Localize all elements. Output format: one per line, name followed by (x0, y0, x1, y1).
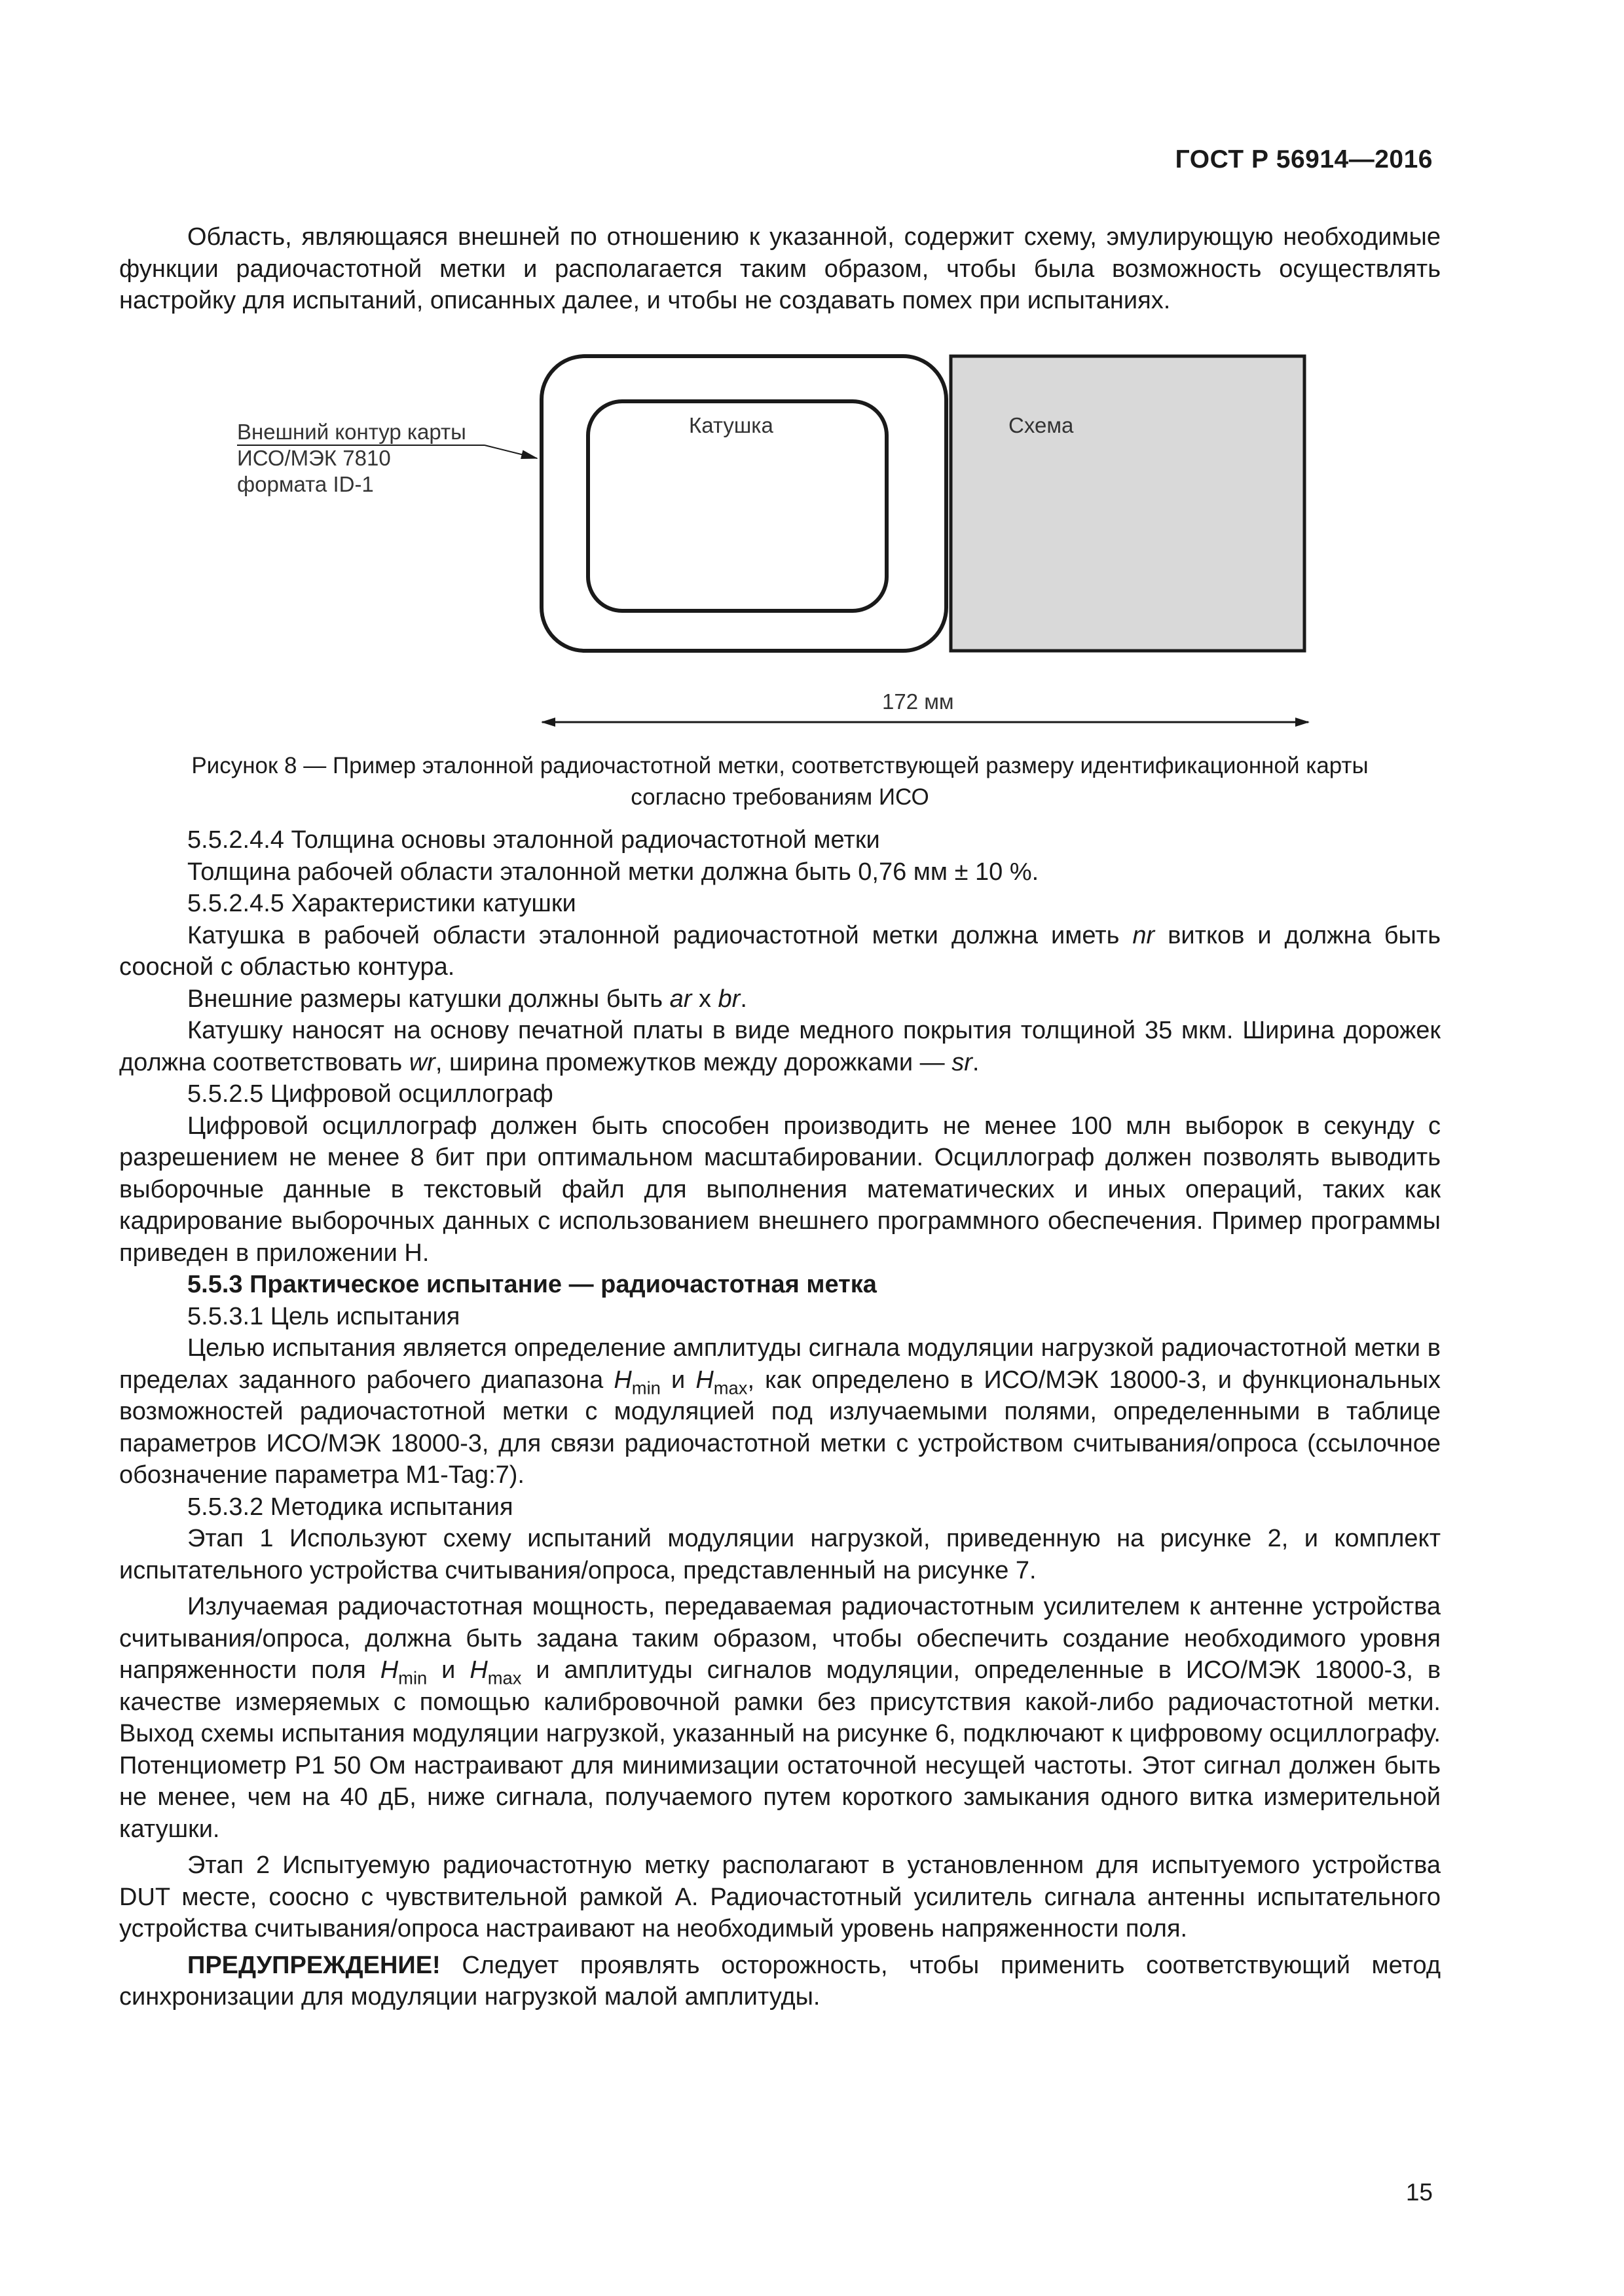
paragraph-coil-size: Внешние размеры катушки должны быть ar x br. (187, 985, 747, 1013)
paragraph-oscilloscope: Цифровой осциллограф должен быть способен производить не менее 100 млн выборок в секунду с разрешением не менее 8 бит при оптимальном масштабировании. Осциллограф должен позволять выводить выборочные данные в текстовый файл для выполнения математических и иных операций, таких как кадрирование выборочных данных с использованием внешнего программного обеспечения. Пример программы приведен в приложении Н. (119, 1112, 1441, 1267)
standard-header: ГОСТ Р 56914—2016 (1175, 145, 1433, 173)
coil-label: Катушка (689, 413, 773, 437)
outline-label-line3: формата ID-1 (237, 472, 374, 496)
section-heading-5-5-3-1: 5.5.3.1 Цель испытания (187, 1302, 460, 1330)
caption-line2: согласно требованиям ИСО (631, 784, 929, 810)
section-heading-5-5-2-4-5: 5.5.2.4.5 Характеристики катушки (187, 890, 576, 917)
page-number: 15 (1405, 2179, 1433, 2206)
intro-paragraph: Область, являющаяся внешней по отношению к указанной, содержит схему, эмулирующую необходимые функции радиочастотной метки и располагается таким образом, чтобы была возможность осуществлять настройку для испытаний, описанных далее, и чтобы не создавать помех при испытаниях. (119, 223, 1441, 314)
figure-caption (119, 750, 1441, 813)
circuit-label: Схема (1008, 413, 1074, 437)
section-heading-5-5-3: 5.5.3 Практическое испытание — радиочастотная метка (187, 1271, 877, 1298)
paragraph-coil-tracks: Катушку наносят на основу печатной платы в виде медного покрытия толщиной 35 мкм. Ширина дорожек должна соответствовать wr, ширина промежутков между дорожками — sr. (119, 1017, 1441, 1076)
paragraph-warning: ПРЕДУПРЕЖДЕНИЕ! Следует проявлять осторожность, чтобы применить соответствующий метод синхронизации для модуляции нагрузкой малой амплитуды. (119, 1951, 1441, 2011)
circuit-area (951, 356, 1304, 651)
paragraph-rf-power: Излучаемая радиочастотная мощность, передаваемая радиочастотным усилителем к антенне устройства считывания/опроса, должна быть задана таким образом, чтобы обеспечить создание необходимого уровня напряженности поля $H_{min}$ и $H_{max}$ и амплитуды сигналов модуляции, определенные в ИСО/МЭК 18000-3, в качестве измеряемых с помощью калибровочной рамки без присутствия какой-либо радиочастотной метки. Выход схемы испытания модуляции нагрузкой, указанный на рисунке 6, подключают к цифровому осциллографу. Потенциометр P1 50 Ом настраивают для минимизации остаточной несущей частоты. Этот сигнал должен быть не менее, чем на 40 дБ, ниже сигнала, получаемого путем короткого замыкания одного витка измерительной катушки. (119, 1593, 1441, 1843)
section-heading-5-5-2-4-4: 5.5.2.4.4 Толщина основы эталонной радиочастотной метки (187, 826, 880, 854)
figure-8-drawing (0, 347, 1624, 753)
caption-line1: Рисунок 8 — Пример эталонной радиочастотной метки, соответствующей размеру идентификационной карты (191, 753, 1369, 778)
figure-8 (0, 347, 1624, 753)
dimension-label: 172 мм (882, 689, 954, 714)
outline-label (237, 419, 466, 498)
section-heading-5-5-3-2: 5.5.3.2 Методика испытания (187, 1493, 513, 1521)
section-heading-5-5-2-5: 5.5.2.5 Цифровой осциллограф (187, 1080, 553, 1108)
paragraph-stage-1: Этап 1 Используют схему испытаний модуляции нагрузкой, приведенную на рисунке 2, и комплект испытательного устройства считывания/опроса, представленный на рисунке 7. (119, 1525, 1441, 1584)
outline-label-line2: ИСО/МЭК 7810 (237, 446, 391, 470)
intro-text (119, 221, 1441, 317)
outline-label-line1: Внешний контур карты (237, 420, 466, 444)
leader-arrow-tip (485, 445, 537, 458)
paragraph-thickness: Толщина рабочей области эталонной метки должна быть 0,76 мм ± 10 %. (187, 858, 1039, 886)
paragraph-test-purpose: Целью испытания является определение амплитуды сигнала модуляции нагрузкой радиочастотной метки в пределах заданного рабочего диапазона $H_{min}$ и $H_{max}$, как определено в ИСО/МЭК 18000-3, и функциональных возможностей радиочастотной метки с модуляцией под излучаемыми полями, определенными в таблице параметров ИСО/МЭК 18000-3, для связи радиочастотной метки с устройством считывания/опроса (ссылочное обозначение параметра M1-Tag:7). (119, 1334, 1441, 1489)
paragraph-stage-2: Этап 2 Испытуемую радиочастотную метку располагают в установленном для испытуемого устройства DUT месте, соосно с чувствительной рамкой А. Радиочастотный усилитель сигнала антенны испытательного устройства считывания/опроса настраивают на необходимый уровень напряженности поля. (119, 1851, 1441, 1942)
paragraph-coil-turns: Катушка в рабочей области эталонной радиочастотной метки должна иметь nr витков и должна быть соосной с областью контура. (119, 921, 1441, 981)
body-text (119, 824, 1441, 2013)
